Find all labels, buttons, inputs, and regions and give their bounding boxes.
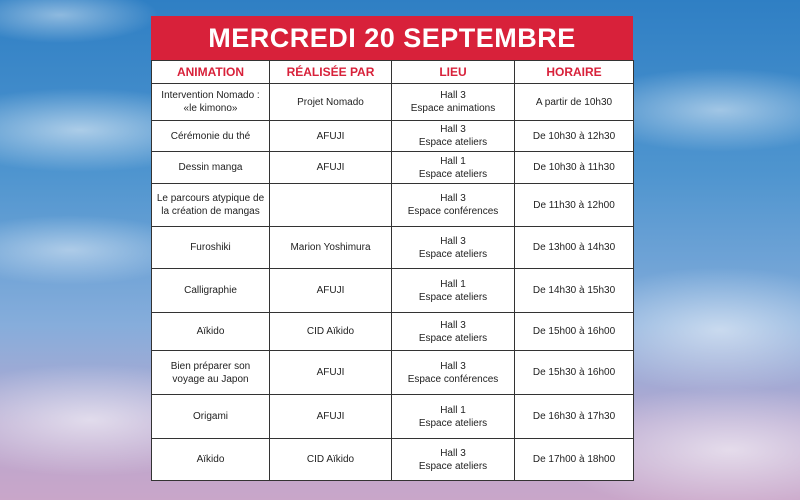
- cell-horaire: De 16h30 à 17h30: [515, 395, 634, 439]
- cell-lieu: Hall 3 Espace conférences: [392, 351, 515, 395]
- cell-realisee-par: AFUJI: [270, 395, 392, 439]
- cell-horaire: De 15h30 à 16h00: [515, 351, 634, 395]
- table-row: [152, 184, 634, 227]
- table-row: [152, 121, 634, 152]
- cell-lieu: Hall 3 Espace conférences: [392, 184, 515, 227]
- header-lieu: LIEU: [392, 61, 515, 84]
- cell-horaire: A partir de 10h30: [515, 84, 634, 121]
- cell-lieu: Hall 3 Espace ateliers: [392, 227, 515, 269]
- table-row: [152, 227, 634, 269]
- cell-horaire: De 13h00 à 14h30: [515, 227, 634, 269]
- table-row: [152, 152, 634, 184]
- table-row: [152, 269, 634, 313]
- cell-horaire: De 11h30 à 12h00: [515, 184, 634, 227]
- cell-realisee-par: CID Aïkido: [270, 313, 392, 351]
- schedule-table: [151, 60, 634, 481]
- schedule-title: MERCREDI 20 SEPTEMBRE: [151, 16, 633, 60]
- cell-animation: Le parcours atypique de la création de mangas: [152, 184, 270, 227]
- cell-realisee-par: Projet Nomado: [270, 84, 392, 121]
- cell-animation: Furoshiki: [152, 227, 270, 269]
- cell-animation: Bien préparer son voyage au Japon: [152, 351, 270, 395]
- cell-horaire: De 17h00 à 18h00: [515, 439, 634, 481]
- cell-horaire: De 10h30 à 12h30: [515, 121, 634, 152]
- cell-horaire: De 14h30 à 15h30: [515, 269, 634, 313]
- cell-realisee-par: CID Aïkido: [270, 439, 392, 481]
- cell-animation: Cérémonie du thé: [152, 121, 270, 152]
- table-row: [152, 313, 634, 351]
- header-horaire: HORAIRE: [515, 61, 634, 84]
- cell-lieu: Hall 1 Espace ateliers: [392, 395, 515, 439]
- header-animation: ANIMATION: [152, 61, 270, 84]
- table-row: [152, 395, 634, 439]
- cell-animation: Calligraphie: [152, 269, 270, 313]
- cell-lieu: Hall 3 Espace ateliers: [392, 313, 515, 351]
- cell-animation: Dessin manga: [152, 152, 270, 184]
- schedule-panel: [151, 16, 633, 480]
- header-realisee-par: RÉALISÉE PAR: [270, 61, 392, 84]
- cell-lieu: Hall 1 Espace ateliers: [392, 152, 515, 184]
- cell-lieu: Hall 3 Espace animations: [392, 84, 515, 121]
- cell-animation: Aïkido: [152, 313, 270, 351]
- cell-horaire: De 15h00 à 16h00: [515, 313, 634, 351]
- cell-horaire: De 10h30 à 11h30: [515, 152, 634, 184]
- cell-realisee-par: AFUJI: [270, 152, 392, 184]
- header-row: [152, 61, 634, 84]
- cell-realisee-par: Marion Yoshimura: [270, 227, 392, 269]
- cell-realisee-par: AFUJI: [270, 269, 392, 313]
- cell-realisee-par: AFUJI: [270, 121, 392, 152]
- cell-lieu: Hall 1 Espace ateliers: [392, 269, 515, 313]
- cell-realisee-par: AFUJI: [270, 351, 392, 395]
- cell-animation: Origami: [152, 395, 270, 439]
- cell-lieu: Hall 3 Espace ateliers: [392, 121, 515, 152]
- table-row: [152, 84, 634, 121]
- cell-lieu: Hall 3 Espace ateliers: [392, 439, 515, 481]
- cell-animation: Intervention Nomado : «le kimono»: [152, 84, 270, 121]
- table-row: [152, 439, 634, 481]
- cell-animation: Aïkido: [152, 439, 270, 481]
- cell-realisee-par: [270, 184, 392, 227]
- table-row: [152, 351, 634, 395]
